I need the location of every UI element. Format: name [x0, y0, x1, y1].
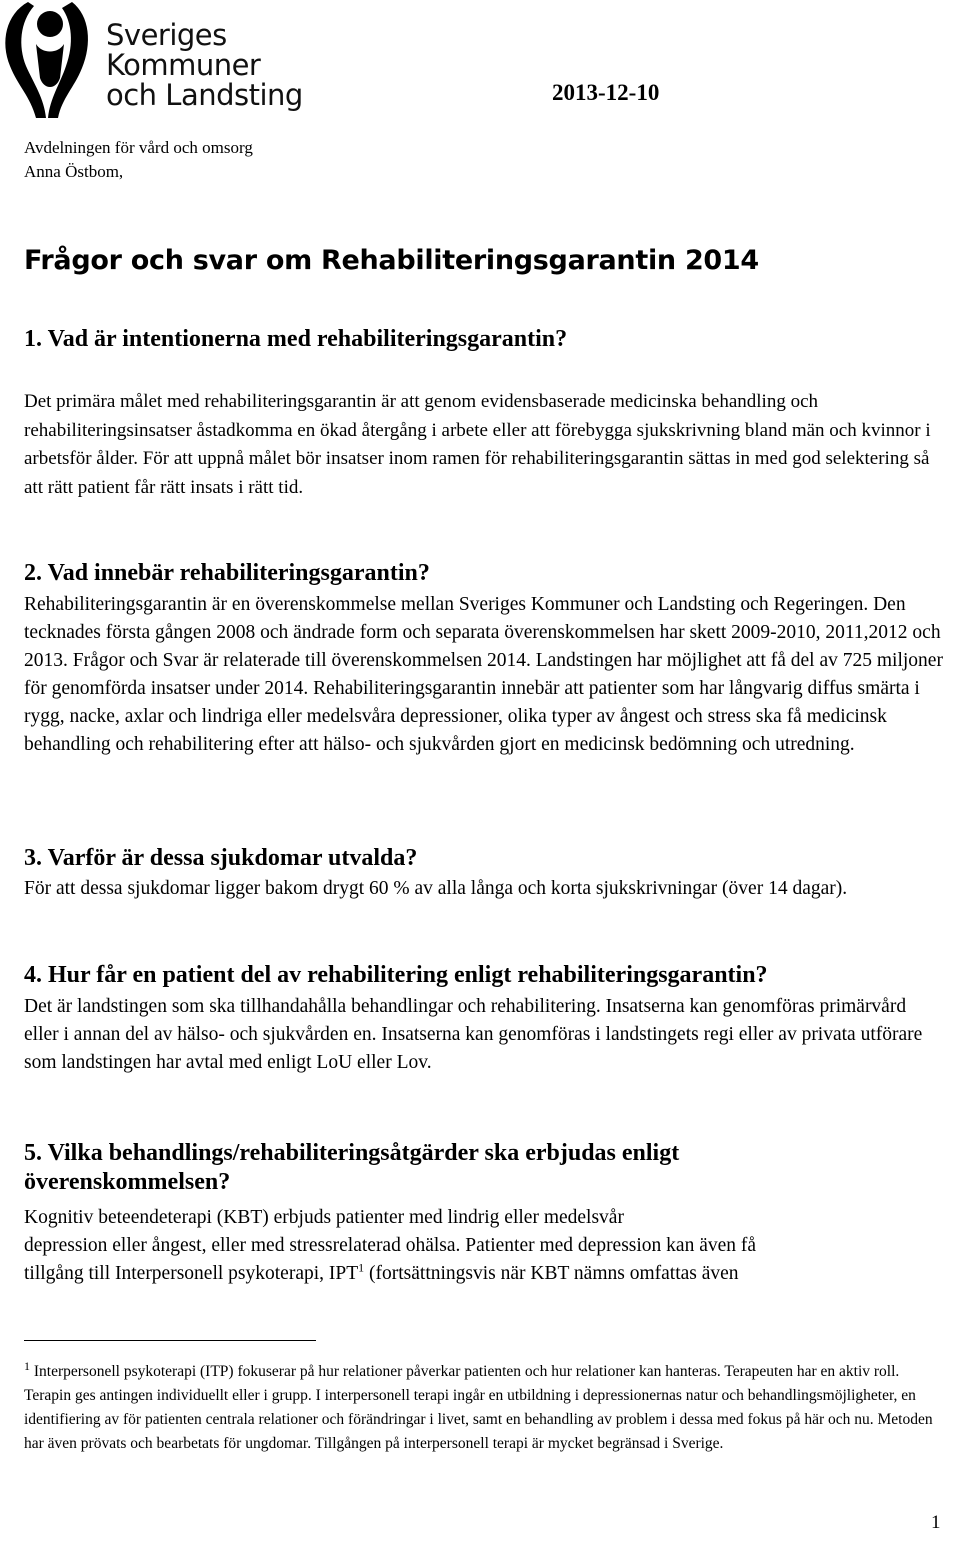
logo-wordmark	[106, 20, 303, 110]
author: Anna Östbom,	[24, 162, 124, 181]
answer-5-line3-text: tillgång till Interpersonell psykoterapi, IPT	[24, 1263, 359, 1284]
skl-logo-icon	[0, 0, 92, 120]
question-3-heading: 3. Varför är dessa sjukdomar utvalda?	[24, 845, 418, 871]
answer-3-text: För att dessa sjukdomar ligger bakom drygt 60 % av alla långa och korta sjukskrivningar (över 14 dagar).	[24, 878, 848, 899]
answer-5-line2: depression eller ångest, eller med stressrelaterad ohälsa. Patienter med depression kan även få	[24, 1235, 757, 1256]
answer-5-line1: Kognitiv beteendeterapi (KBT) erbjuds patienter med lindrig eller medelsvår	[24, 1207, 624, 1228]
question-1-heading: 1. Vad är intentionerna med rehabiliteringsgarantin?	[24, 326, 568, 352]
question-5-heading-line1: 5. Vilka behandlings/rehabiliteringsåtgärder ska erbjudas enligt	[24, 1140, 680, 1166]
answer-5-text	[24, 1204, 944, 1288]
footnote-text: Interpersonell psykoterapi (ITP) fokuserar på hur relationer påverkar patienten och hur relationer kan hanteras. Terapeuten har en aktiv roll. Terapin ges antingen individuellt eller i grupp. I interpersonell terapi ingår en utbildning i depressionernas natur och behandlingsmöjligheter, en identifiering av för patienten centrala relationer och förändringar i livet, samt en behandling av problem i dessa med fokus på här och nu. Metoden har även prövats och bearbetats för ungdomar. Tillgången på interpersonell terapi är mycket begränsad i Sverige.	[24, 1363, 933, 1452]
footnote	[24, 1360, 944, 1456]
question-2-heading: 2. Vad innebär rehabiliteringsgarantin?	[24, 560, 430, 586]
question-5-heading	[24, 1140, 679, 1196]
footnote-separator	[24, 1340, 316, 1341]
answer-5-line3-rest: (fortsättningsvis när KBT nämns omfattas även	[364, 1263, 739, 1284]
footnote-reference[interactable]: 1	[358, 1260, 365, 1275]
answer-1-text: Det primära målet med rehabiliteringsgarantin är att genom evidensbaserade medicinska behandling och rehabiliteringsinsatser åstadkomma en ökad återgång i arbete eller att förebygga sjukskrivning bland män och kvinnor i arbetsför ålder. För att uppnå målet bör insatser inom ramen för rehabiliteringsgarantin sättas in med god selektering så att rätt patient får rätt insats i rätt tid.	[24, 391, 931, 498]
logo-line-3: och Landsting	[106, 78, 303, 112]
page-number: 1	[931, 1512, 941, 1533]
logo-line-2: Kommuner	[106, 48, 261, 82]
logo-line-1: Sveriges	[106, 18, 227, 52]
question-5-heading-line2: överenskommelsen?	[24, 1169, 231, 1195]
document-date: 2013-12-10	[552, 80, 660, 105]
question-4-heading: 4. Hur får en patient del av rehabilitering enligt rehabiliteringsgarantin?	[24, 962, 768, 988]
answer-5-line3	[24, 1260, 944, 1288]
answer-2-text: Rehabiliteringsgarantin är en överenskommelse mellan Sveriges Kommuner och Landsting och Regeringen. Den tecknades första gången 2008 och ändrade form och separata överenskommelsen har skett 2009-2010, 2011,2012 och 2013. Frågor och Svar är relaterade till överenskommelsen 2014. Landstingen har möjlighet att få del av 725 miljoner för genomförda insatser under 2014. Rehabiliteringsgarantin innebär att patienter som har långvarig diffus smärta i rygg, nacke, axlar och lindriga eller medelsvåra depressioner, olika typer av ångest och stress ska få medicinsk behandling och rehabilitering efter att hälso- och sjukvården gjort en medicinsk bedömning och utredning.	[24, 594, 943, 755]
footnote-marker: 1	[24, 1358, 30, 1373]
document-title: Frågor och svar om Rehabiliteringsgarantin 2014	[24, 245, 759, 276]
answer-4-text: Det är landstingen som ska tillhandahålla behandlingar och rehabilitering. Insatserna kan genomföras primärvård eller i annan del av hälso- och sjukvården en. Insatserna kan genomföras i landstingets regi eller av privata utförare som landstingen har avtal med enligt LoU eller Lov.	[24, 996, 923, 1073]
sender-block	[24, 136, 253, 184]
department: Avdelningen för vård och omsorg	[24, 138, 253, 157]
